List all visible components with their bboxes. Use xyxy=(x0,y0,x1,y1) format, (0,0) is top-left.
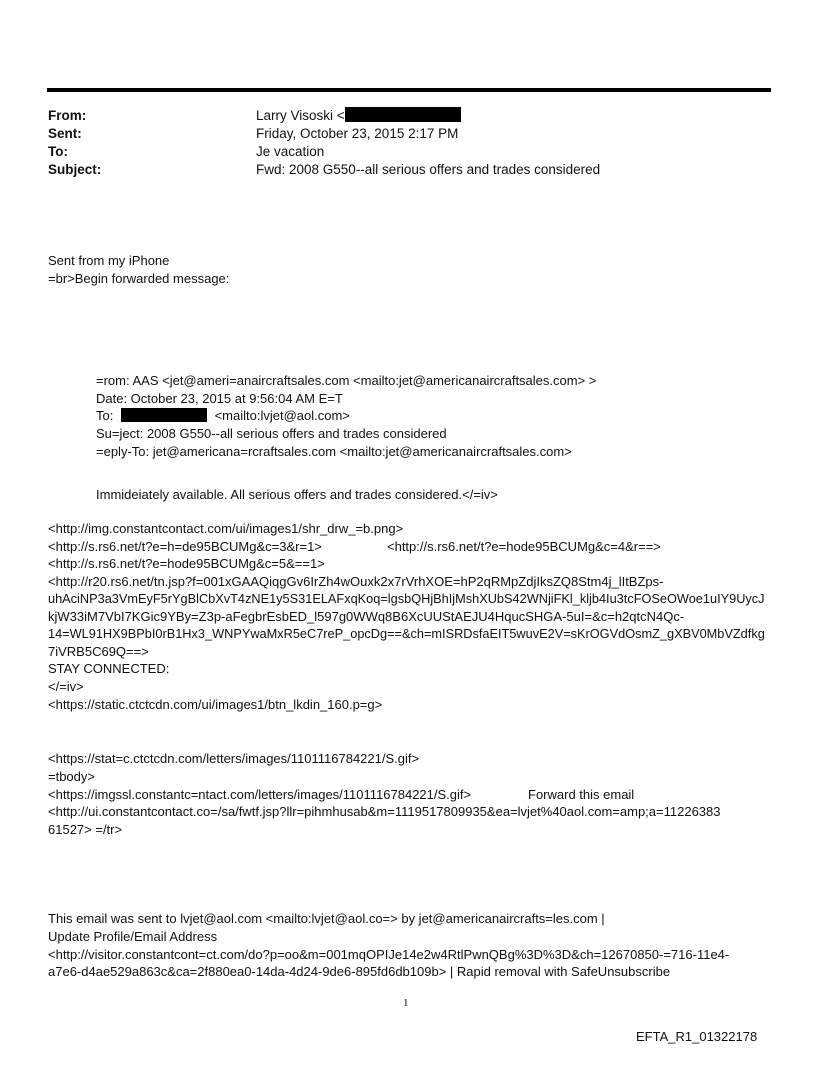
body-line: </=iv> xyxy=(48,679,84,694)
body-line: <http://s.rs6.net/t?e=h=de95BCUMg&c=3&r=1> xyxy=(48,539,322,554)
body-line: <https://imgssl.constantc=ntact.com/letters/images/1101116784221/S.gif> xyxy=(48,787,472,802)
sent-value: Friday, October 23, 2015 2:17 PM xyxy=(256,126,459,141)
body-line: <https://static.ctctcdn.com/ui/images1/btn_lkdin_160.p=g> xyxy=(48,697,383,712)
footer-line: This email was sent to lvjet@aol.com <mailto:lvjet@aol.co=> by jet@americanaircrafts=les.com | xyxy=(48,911,605,926)
body-line: uhAciNP3a3VmEyF5rYgBlCbXvT4zNE1y5S31ELAFxqKoq=lgsbQHjBhIjMshXUbS42WNjiFKl_kljb4Iu3tcFOSeOWoe1uIY9UycJ xyxy=(48,591,765,606)
from-label: From: xyxy=(48,108,87,123)
page-number: 1 xyxy=(403,997,409,1009)
forwarded-date: Date: October 23, 2015 at 9:56:04 AM E=T xyxy=(96,391,343,406)
sent-label: Sent: xyxy=(48,126,82,141)
to-value: Je vacation xyxy=(256,144,325,159)
stay-connected: STAY CONNECTED: xyxy=(48,661,170,676)
subject-value: Fwd: 2008 G550--all serious offers and trades considered xyxy=(256,162,601,177)
body-line: <http://s.rs6.net/t?e=hode95BCUMg&c=5&==1> xyxy=(48,556,325,571)
body-line: <http://r20.rs6.net/tn.jsp?f=001xGAAQiqgGv6IrZh4wOuxk2x7rVrhXOE=hP2qRMpZdjIksZQ8Stm4j_lItBZps- xyxy=(48,574,664,589)
bates-number: EFTA_R1_01322178 xyxy=(636,1029,758,1044)
forwarded-to-label: To: xyxy=(96,408,114,423)
header-rule xyxy=(47,88,771,92)
body-line: =tbody> xyxy=(48,769,95,784)
body-line: kjW33iM7VbI7KGic9YBy=Z3p-aFegbrEsbED_l597g0WWq8B6XcUUStAEJU4HqucSHGA-5uI=&c=h2qtcN4Qc- xyxy=(48,609,685,624)
from-name: Larry Visoski < xyxy=(256,108,345,123)
footer-line: Update Profile/Email Address xyxy=(48,929,218,944)
redaction-box xyxy=(345,107,461,122)
body-line: <http://s.rs6.net/t?e=hode95BCUMg&c=4&r==> xyxy=(387,539,661,554)
footer-line: a7e6-d4ae529a863c&ca=2f880ea0-14da-4d24-9de6-895fd6db109b> | Rapid removal with SafeUnsubscribe xyxy=(48,964,671,979)
subject-label: Subject: xyxy=(48,162,102,177)
email-header xyxy=(48,107,778,187)
forward-this-email: Forward this email xyxy=(528,787,635,802)
body-line: 61527> =/tr> xyxy=(48,822,123,837)
body-line: <http://img.constantcontact.com/ui/images1/shr_drw_=b.png> xyxy=(48,521,404,536)
body-line: 14=WL91HX9BPbI0rB1Hx3_WNPYwaMxR5eC7reP_opcDg==&ch=mISRDsfaEIT5wuvE2V=sKrOGVdOsmZ_gXBV0MbVZdfkg xyxy=(48,626,765,641)
forwarded-to xyxy=(96,407,350,424)
redaction-box xyxy=(121,408,207,422)
forwarded-subject: Su=ject: 2008 G550--all serious offers and trades considered xyxy=(96,426,447,441)
body-line: <https://stat=c.ctctcdn.com/letters/images/1101116784221/S.gif> xyxy=(48,751,420,766)
intro-line-2: =br>Begin forwarded message: xyxy=(48,271,230,286)
footer-line: <http://visitor.constantcont=ct.com/do?p=oo&m=001mqOPIJe14e2w4RtlPwnQBg%3D%3D&ch=12670850-=716-11e4- xyxy=(48,947,730,962)
body-line: <http://ui.constantcontact.co=/sa/fwtf.jsp?llr=pihmhusab&m=1119517809935&ea=lvjet%40aol.com=amp;a=11226383 xyxy=(48,804,721,819)
forwarded-reply-to: =eply-To: jet@americana=rcraftsales.com <mailto:jet@americanaircraftsales.com> xyxy=(96,444,572,459)
forwarded-from: =rom: AAS <jet@ameri=anaircraftsales.com <mailto:jet@americanaircraftsales.com> > xyxy=(96,373,597,388)
intro-line-1: Sent from my iPhone xyxy=(48,253,170,268)
forwarded-to-mailto: <mailto:lvjet@aol.com> xyxy=(214,408,350,423)
body-line: 7iVRB5C69Q==> xyxy=(48,644,149,659)
to-label: To: xyxy=(48,144,68,159)
from-value xyxy=(256,107,461,125)
message-text: Immideiately available. All serious offers and trades considered.</=iv> xyxy=(96,487,498,502)
